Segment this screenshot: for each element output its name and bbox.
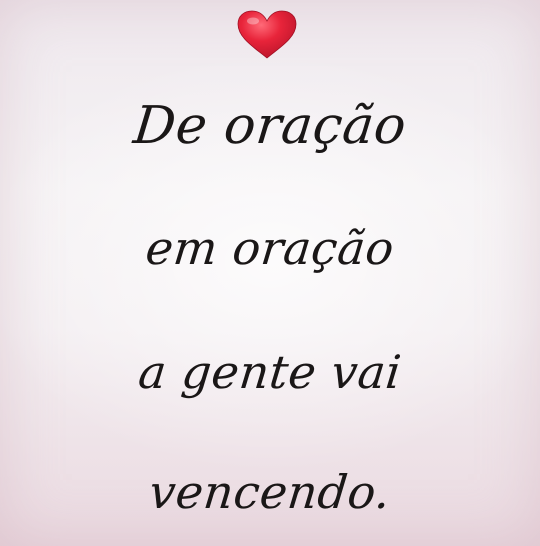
quote-line-3: a gente vai (136, 345, 404, 399)
heart-icon (235, 10, 299, 60)
quote-line-1: De oração (130, 96, 410, 156)
quote-line-2: em oração (143, 221, 397, 275)
quote-line-4: vencendo. (146, 465, 394, 519)
